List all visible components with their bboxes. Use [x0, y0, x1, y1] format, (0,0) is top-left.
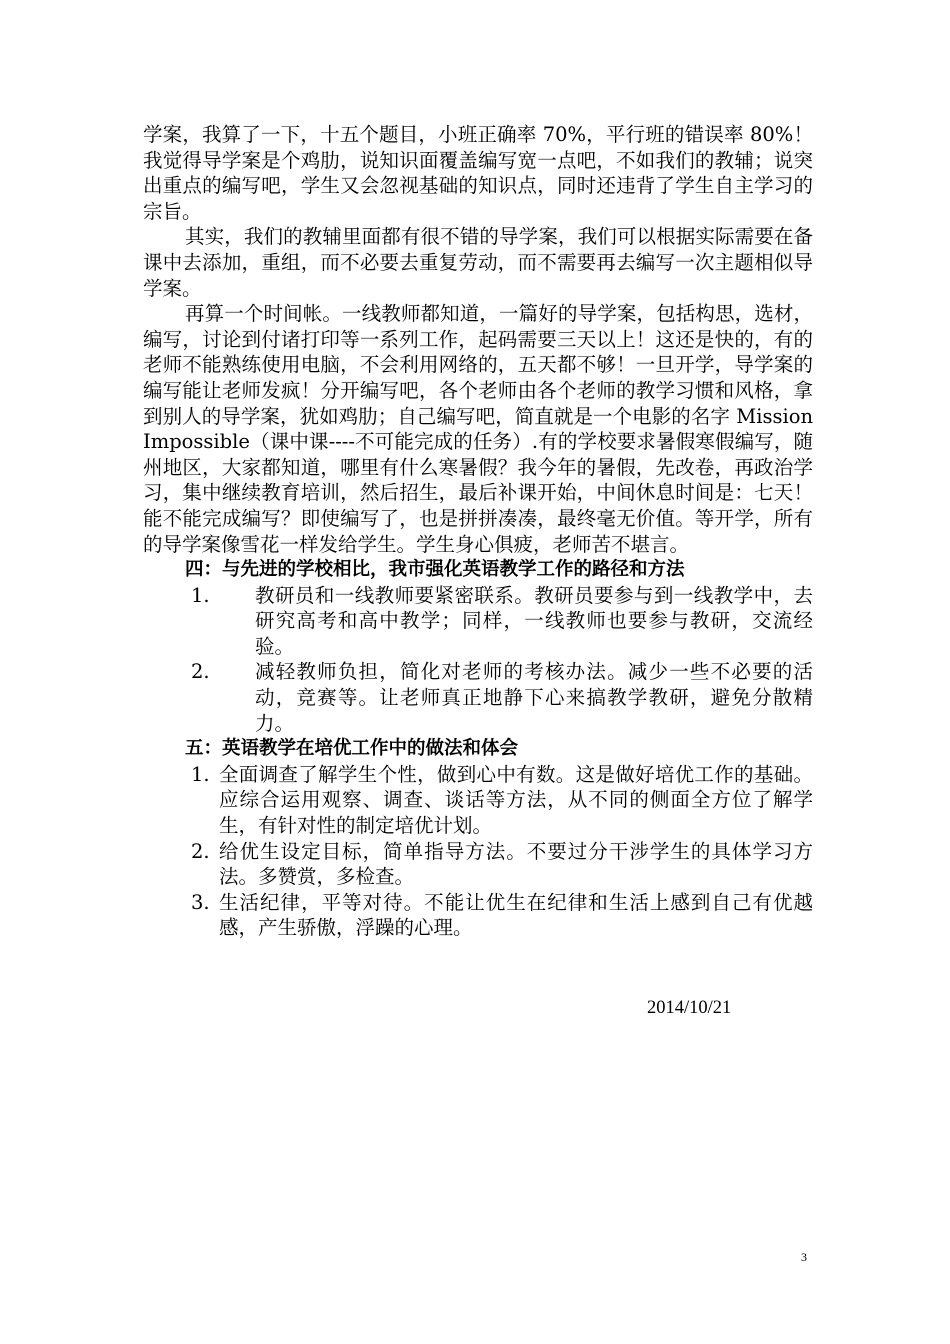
section-5-list [143, 762, 813, 941]
list-item [143, 762, 813, 839]
list-item-text: 教研员和一线教师要紧密联系。教研员要参与到一线教学中，去研究高考和高中教学；同样，一线教师也要参与教研，交流经验。 [255, 583, 813, 658]
list-item-number: 2. [191, 660, 210, 684]
paragraph-3: 再算一个时间帐。一线教师都知道，一篇好的导学案，包括构思，选材，编写，讨论到付诸打印等一系列工作，起码需要三天以上！这还是快的，有的老师不能熟练使用电脑，不会利用网络的，五天都不够！一旦开学，导学案的编写能让老师发疯！分开编写吧，各个老师由各个老师的教学习惯和风格，拿到别人的导学案，犹如鸡肋；自己编写吧，简直就是一个电影的名字 Mission Impossible（课中课----不可能完成的任务）.有的学校要求暑假寒假编写，随州地区，大家都知道，哪里有什么寒暑假？我今年的暑假，先改卷，再政治学习，集中继续教育培训，然后招生，最后补课开始，中间休息时间是：七天！能不能完成编写？即使编写了，也是拼拼凑凑，最终毫无价值。等开学，所有的导学案像雪花一样发给学生。学生身心俱疲，老师苦不堪言。 [143, 302, 813, 556]
list-item-number: 1. [191, 762, 210, 786]
page-number: 3 [801, 1250, 807, 1264]
list-item [143, 583, 813, 660]
section-4-list [143, 583, 813, 737]
list-item [143, 890, 813, 941]
document-body [143, 122, 813, 941]
list-item-text: 生活纪律，平等对待。不能让优生在纪律和生活上感到自己有优越感，产生骄傲，浮躁的心理。 [219, 890, 813, 940]
list-item-text: 全面调查了解学生个性，做到心中有数。这是做好培优工作的基础。应综合运用观察、调查、谈话等方法，从不同的侧面全方位了解学生，有针对性的制定培优计划。 [219, 762, 813, 838]
section-5-heading: 五：英语教学在培优工作中的做法和体会 [185, 738, 519, 760]
list-item-number: 2. [191, 839, 210, 863]
paragraph-2: 其实，我们的教辅里面都有很不错的导学案，我们可以根据实际需要在备课中去添加，重组，而不必要去重复劳动，而不需要再去编写一次主题相似导学案。 [143, 225, 813, 300]
paragraph-1: 学案，我算了一下，十五个题目，小班正确率 70%，平行班的错误率 80%！我觉得导学案是个鸡肋，说知识面覆盖编写宽一点吧，不如我们的教辅；说突出重点的编写吧，学生又会忽视基础的知识点，同时还违背了学生自主学习的宗旨。 [143, 123, 813, 223]
list-item-text: 减轻教师负担，简化对老师的考核办法。减少一些不必要的活动，竞赛等。让老师真正地静下心来搞教学教研，避免分散精力。 [255, 660, 813, 735]
list-item-number: 1. [191, 583, 210, 607]
list-item-number: 3. [191, 890, 210, 914]
document-date: 2014/10/21 [647, 998, 732, 1018]
section-4-heading: 四：与先进的学校相比，我市强化英语教学工作的路径和方法 [185, 559, 685, 581]
list-item-text: 给优生设定目标，简单指导方法。不要过分干涉学生的具体学习方法。多赞赏，多检查。 [219, 839, 813, 889]
list-item [143, 659, 813, 736]
list-item [143, 839, 813, 890]
